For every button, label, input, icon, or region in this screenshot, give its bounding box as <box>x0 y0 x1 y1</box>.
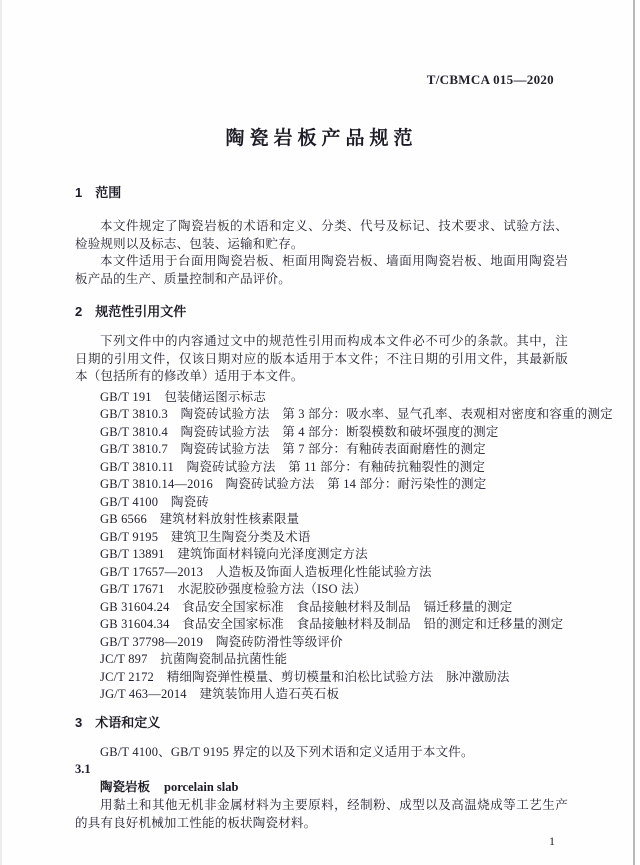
term-chinese: 陶瓷岩板 <box>100 779 151 794</box>
section-3-number: 3 <box>75 714 83 730</box>
reference-item: GB/T 3810.11 陶瓷砖试验方法 第 11 部分：有釉砖抗釉裂性的测定 <box>100 459 486 474</box>
scope-paragraph-2: 本文件适用于台面用陶瓷岩板、柜面用陶瓷岩板、墙面用陶瓷岩板、地面用陶瓷岩板产品的生产、质量控制和产品评价。 <box>75 254 568 286</box>
section-1-heading <box>75 184 568 202</box>
reference-item: GB 6566 建筑材料放射性核素限量 <box>100 512 300 526</box>
reference-item: JG/T 463—2014 建筑装饰用人造石英石板 <box>100 687 340 701</box>
normative-references-intro: 下列文件中的内容通过文中的规范性引用而构成本文件必不可少的条款。其中，注日期的引用文件，仅该日期对应的版本适用于本文件；不注日期的引用文件，其最新版本（包括所有的修改单）适用于本文件。 <box>75 334 568 383</box>
reference-item: GB/T 9195 建筑卫生陶瓷分类及术语 <box>100 529 311 544</box>
scan-left-edge <box>0 0 2 865</box>
reference-item: GB/T 17671 水泥胶砂强度检验方法（ISO 法） <box>100 582 367 596</box>
document-title: 陶瓷岩板产品规范 <box>225 128 418 149</box>
reference-item: GB/T 37798—2019 陶瓷砖防滑性等级评价 <box>100 634 343 649</box>
reference-item: GB/T 3810.7 陶瓷砖试验方法 第 7 部分：有釉砖表面耐磨性的测定 <box>100 442 486 456</box>
reference-item: GB 31604.34 食品安全国家标准 食品接触材料及制品 铅的测定和迁移量的测定 <box>100 617 564 631</box>
terms-intro: GB/T 4100、GB/T 9195 界定的以及下列术语和定义适用于本文件。 <box>100 744 474 759</box>
scan-right-edge <box>633 0 635 865</box>
term-heading <box>75 779 568 797</box>
reference-item: JC/T 2172 精细陶瓷弹性模量、剪切模量和泊松比试验方法 脉冲激励法 <box>100 669 510 684</box>
standard-code: T/CBMCA 015—2020 <box>426 72 554 87</box>
reference-item: GB/T 17657—2013 人造板及饰面人造板理化性能试验方法 <box>100 564 432 579</box>
section-3-heading <box>75 714 568 732</box>
term-definition: 用黏土和其他无机非金属材料为主要原料，经制粉、成型以及高温烧成等工艺生产的具有良好机械加工性能的板状陶瓷材料。 <box>75 798 568 830</box>
scope-paragraph-1: 本文件规定了陶瓷岩板的术语和定义、分类、代号及标记、技术要求、试验方法、检验规则以及标志、包装、运输和贮存。 <box>75 219 568 251</box>
reference-item: GB/T 3810.3 陶瓷砖试验方法 第 3 部分：吸水率、显气孔率、表观相对密度和容重的测定 <box>100 407 613 421</box>
section-1-number: 1 <box>75 185 83 200</box>
term-english: porcelain slab <box>164 779 239 794</box>
section-2-title: 规范性引用文件 <box>95 304 187 319</box>
page-number: 1 <box>549 834 555 848</box>
section-3-title: 术语和定义 <box>95 714 161 730</box>
reference-item: GB/T 191 包装储运图示标志 <box>100 389 267 404</box>
reference-item: JC/T 897 抗菌陶瓷制品抗菌性能 <box>100 652 288 666</box>
reference-item: GB/T 13891 建筑饰面材料镜向光泽度测定方法 <box>100 547 368 561</box>
clause-number: 3.1 <box>75 762 91 776</box>
reference-item: GB/T 3810.4 陶瓷砖试验方法 第 4 部分：断裂模数和破坏强度的测定 <box>100 424 499 439</box>
section-2-heading <box>75 303 568 321</box>
reference-list <box>75 389 613 704</box>
reference-item: GB/T 3810.14—2016 陶瓷砖试验方法 第 14 部分：耐污染性的测定 <box>100 477 487 491</box>
reference-item: GB/T 4100 陶瓷砖 <box>100 494 209 509</box>
section-2-number: 2 <box>75 304 83 319</box>
section-1-title: 范围 <box>95 185 122 200</box>
reference-item: GB 31604.24 食品安全国家标准 食品接触材料及制品 镉迁移量的测定 <box>100 599 513 614</box>
